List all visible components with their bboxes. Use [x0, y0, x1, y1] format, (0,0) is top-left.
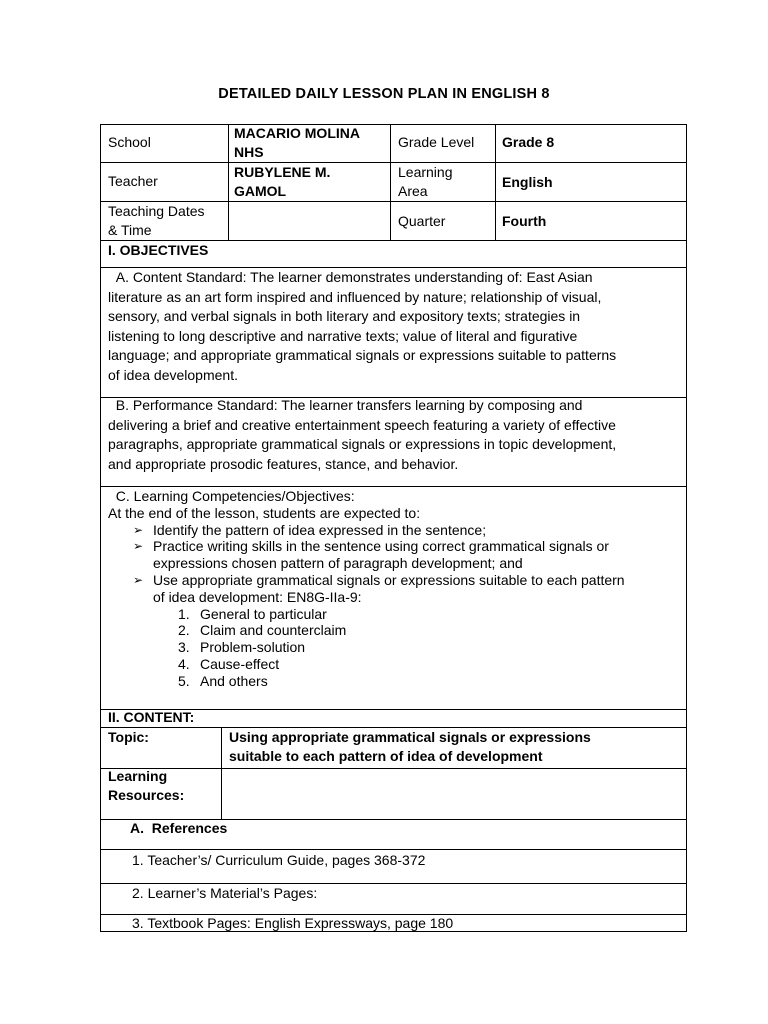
teaching-dates-label: Teaching Dates & Time — [108, 203, 205, 238]
quarter-value: Fourth — [502, 213, 547, 229]
school-label: School — [108, 134, 151, 150]
table-border-top — [100, 124, 687, 125]
reference-item-curriculum-guide: 1. Teacher’s/ Curriculum Guide, pages 368-372 — [132, 852, 426, 868]
arrow-bullet-icon: ➢ — [133, 522, 144, 537]
competencies-heading: C. Learning Competencies/Objectives: — [108, 488, 355, 504]
teacher-label: Teacher — [108, 173, 158, 189]
pattern-item: 1. General to particular — [178, 605, 327, 622]
topic-label: Topic: — [108, 729, 149, 745]
content-heading: II. CONTENT: — [108, 709, 195, 725]
row-divider — [100, 849, 687, 850]
arrow-bullet-icon: ➢ — [133, 539, 144, 554]
row-divider — [100, 768, 687, 769]
quarter-label: Quarter — [398, 213, 446, 229]
pattern-item: 4. Cause-effect — [178, 655, 280, 672]
objectives-heading: I. OBJECTIVES — [108, 242, 209, 258]
arrow-bullet-icon: ➢ — [133, 572, 144, 587]
pattern-item: 2. Claim and counterclaim — [178, 622, 347, 639]
list-item: ➢ Use appropriate grammatical signals or expressions suitable to each pattern of idea development: EN8G-IIa-9: — [133, 571, 625, 605]
row-divider — [100, 162, 687, 163]
learning-resources-label: Learning Resources: — [108, 768, 185, 803]
document-title: DETAILED DAILY LESSON PLAN IN ENGLISH 8 — [218, 86, 550, 102]
content-standard: A. Content Standard: The learner demonstrates understanding of: East Asian literature as an art form inspired and influenced by nature; relationship of visual, sensory, and verbal signals in both literary and expository texts; strategies in listening to long descriptive and narrative texts; value of literal and figurative language; and appropriate grammatical signals or expressions suitable to patterns of idea development. — [108, 269, 617, 383]
list-item: ➢ Identify the pattern of idea expressed in the sentence; — [133, 521, 487, 538]
topic-value: Using appropriate grammatical signals or expressions suitable to each pattern of idea of development — [229, 729, 591, 764]
learning-competencies — [108, 488, 683, 690]
row-divider — [100, 486, 687, 487]
competencies-intro: At the end of the lesson, students are expected to: — [108, 504, 421, 521]
reference-item-learners-material: 2. Learner’s Material’s Pages: — [132, 885, 318, 901]
teacher-value: RUBYLENE M. GAMOL — [234, 164, 331, 199]
list-item: ➢ Practice writing skills in the sentence using correct grammatical signals or expressions chosen pattern of paragraph development; and — [133, 538, 609, 572]
pattern-item: 5. And others — [178, 672, 268, 689]
references-heading: A. References — [130, 820, 228, 836]
grade-level-label: Grade Level — [398, 134, 475, 150]
performance-standard: B. Performance Standard: The learner transfers learning by composing and delivering a brief and creative entertainment speech featuring a variety of effective paragraphs, appropriate grammatical signals or expressions in topic development, and appropriate prosodic features, stance, and behavior. — [108, 397, 617, 472]
reference-item-textbook: 3. Textbook Pages: English Expressways, page 180 — [132, 915, 454, 931]
school-value: MACARIO MOLINA NHS — [234, 125, 360, 160]
learning-area-label: Learning Area — [398, 164, 453, 199]
col-divider — [495, 124, 496, 241]
col-divider — [221, 727, 222, 819]
table-border-right — [686, 124, 687, 932]
learning-area-value: English — [502, 174, 553, 190]
col-divider — [390, 124, 391, 241]
pattern-item: 3. Problem-solution — [178, 639, 306, 656]
table-border-left — [100, 124, 101, 932]
col-divider — [228, 124, 229, 241]
grade-level-value: Grade 8 — [502, 134, 555, 150]
